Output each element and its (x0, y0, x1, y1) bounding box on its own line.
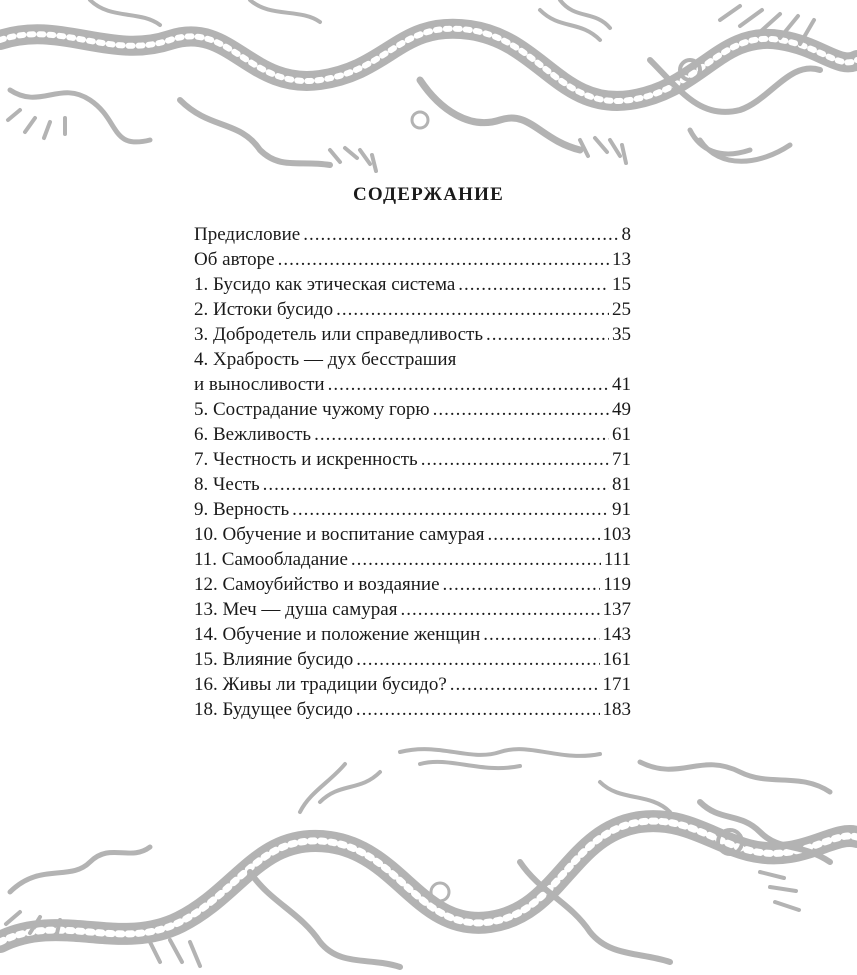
top-dragon-ornament (0, 0, 857, 178)
toc-dot-leader (292, 497, 609, 522)
toc-dot-leader (314, 422, 609, 447)
toc-entry-page: 25 (612, 299, 631, 320)
toc-dot-leader (356, 647, 599, 672)
toc-entry[interactable] (194, 572, 631, 597)
toc-entry-title: 2. Истоки бусидо (194, 299, 334, 320)
toc-entry-first-line[interactable] (194, 347, 631, 372)
toc-entry-page: 143 (602, 624, 631, 645)
toc-entry-page: 15 (612, 274, 631, 295)
toc-entry-title: 15. Влияние бусидо (194, 649, 354, 670)
toc-dot-leader (303, 222, 618, 247)
dragon-ornament-icon (0, 742, 857, 975)
toc-entry[interactable] (194, 322, 631, 347)
toc-entry-title: 4. Храбрость — дух бесстрашия (194, 349, 457, 370)
toc-entry-page: 103 (602, 524, 631, 545)
toc-dot-leader (458, 272, 609, 297)
toc-entry-page: 161 (602, 649, 631, 670)
toc-entry-title: 9. Верность (194, 499, 290, 520)
toc-entry-page: 183 (602, 699, 631, 720)
toc-entry-page: 137 (602, 599, 631, 620)
toc-entry[interactable] (194, 447, 631, 472)
toc-entry[interactable] (194, 247, 631, 272)
toc-dot-leader (450, 672, 600, 697)
toc-entry-continued[interactable] (194, 372, 631, 397)
toc-entry[interactable] (194, 622, 631, 647)
toc-entry[interactable] (194, 272, 631, 297)
toc-entry-title: 13. Меч — душа самурая (194, 599, 398, 620)
toc-entry-title: 10. Обучение и воспитание самурая (194, 524, 485, 545)
toc-entry[interactable] (194, 472, 631, 497)
toc-entry-page: 71 (612, 449, 631, 470)
toc-dot-leader (483, 622, 599, 647)
dragon-ornament-icon (0, 0, 857, 178)
toc-entry[interactable] (194, 222, 631, 247)
toc-entry-title: 16. Живы ли традиции бусидо? (194, 674, 447, 695)
toc-dot-leader (433, 397, 609, 422)
toc-dot-leader (356, 697, 600, 722)
toc-entry[interactable] (194, 672, 631, 697)
toc-dot-leader (443, 572, 601, 597)
toc-entry[interactable] (194, 597, 631, 622)
table-of-contents (194, 222, 631, 722)
toc-entry-page: 49 (612, 399, 631, 420)
toc-dot-leader (278, 247, 609, 272)
toc-entry[interactable] (194, 497, 631, 522)
toc-entry-page: 35 (612, 324, 631, 345)
toc-dot-leader (336, 297, 609, 322)
toc-entry-page: 91 (612, 499, 631, 520)
toc-entry-page: 41 (612, 374, 631, 395)
toc-entry-title: 1. Бусидо как этическая система (194, 274, 456, 295)
toc-entry-title: 14. Обучение и положение женщин (194, 624, 481, 645)
toc-dot-leader (400, 597, 599, 622)
toc-entry[interactable] (194, 522, 631, 547)
toc-entry-title: 8. Честь (194, 474, 260, 495)
bottom-dragon-ornament (0, 742, 857, 975)
toc-entry-page: 171 (602, 674, 631, 695)
toc-dot-leader (351, 547, 601, 572)
toc-entry-page: 81 (612, 474, 631, 495)
page-title: СОДЕРЖАНИЕ (353, 184, 504, 205)
toc-entry-page: 119 (603, 574, 631, 595)
toc-dot-leader (328, 372, 609, 397)
toc-entry[interactable] (194, 297, 631, 322)
toc-entry[interactable] (194, 547, 631, 572)
toc-entry-title: Об авторе (194, 249, 275, 270)
toc-entry-title: 5. Сострадание чужому горю (194, 399, 430, 420)
toc-dot-leader (421, 447, 609, 472)
toc-entry-title: 3. Добродетель или справедливость (194, 324, 483, 345)
toc-entry-page: 61 (612, 424, 631, 445)
toc-entry-title: 11. Самообладание (194, 549, 348, 570)
toc-dot-leader (263, 472, 609, 497)
toc-entry-title: 6. Вежливость (194, 424, 312, 445)
toc-entry-page: 111 (603, 549, 631, 570)
toc-dot-leader (486, 322, 609, 347)
toc-entry[interactable] (194, 422, 631, 447)
toc-entry-title: 12. Самоубийство и воздаяние (194, 574, 440, 595)
toc-entry[interactable] (194, 697, 631, 722)
toc-entry-page: 8 (621, 224, 631, 245)
toc-entry-title: Предисловие (194, 224, 301, 245)
toc-entry[interactable] (194, 397, 631, 422)
toc-entry-title-continued: и выносливости (194, 374, 325, 395)
toc-entry-title: 18. Будущее бусидо (194, 699, 353, 720)
toc-entry[interactable] (194, 647, 631, 672)
toc-entry-title: 7. Честность и искренность (194, 449, 418, 470)
toc-entry-page: 13 (612, 249, 631, 270)
toc-dot-leader (487, 522, 599, 547)
